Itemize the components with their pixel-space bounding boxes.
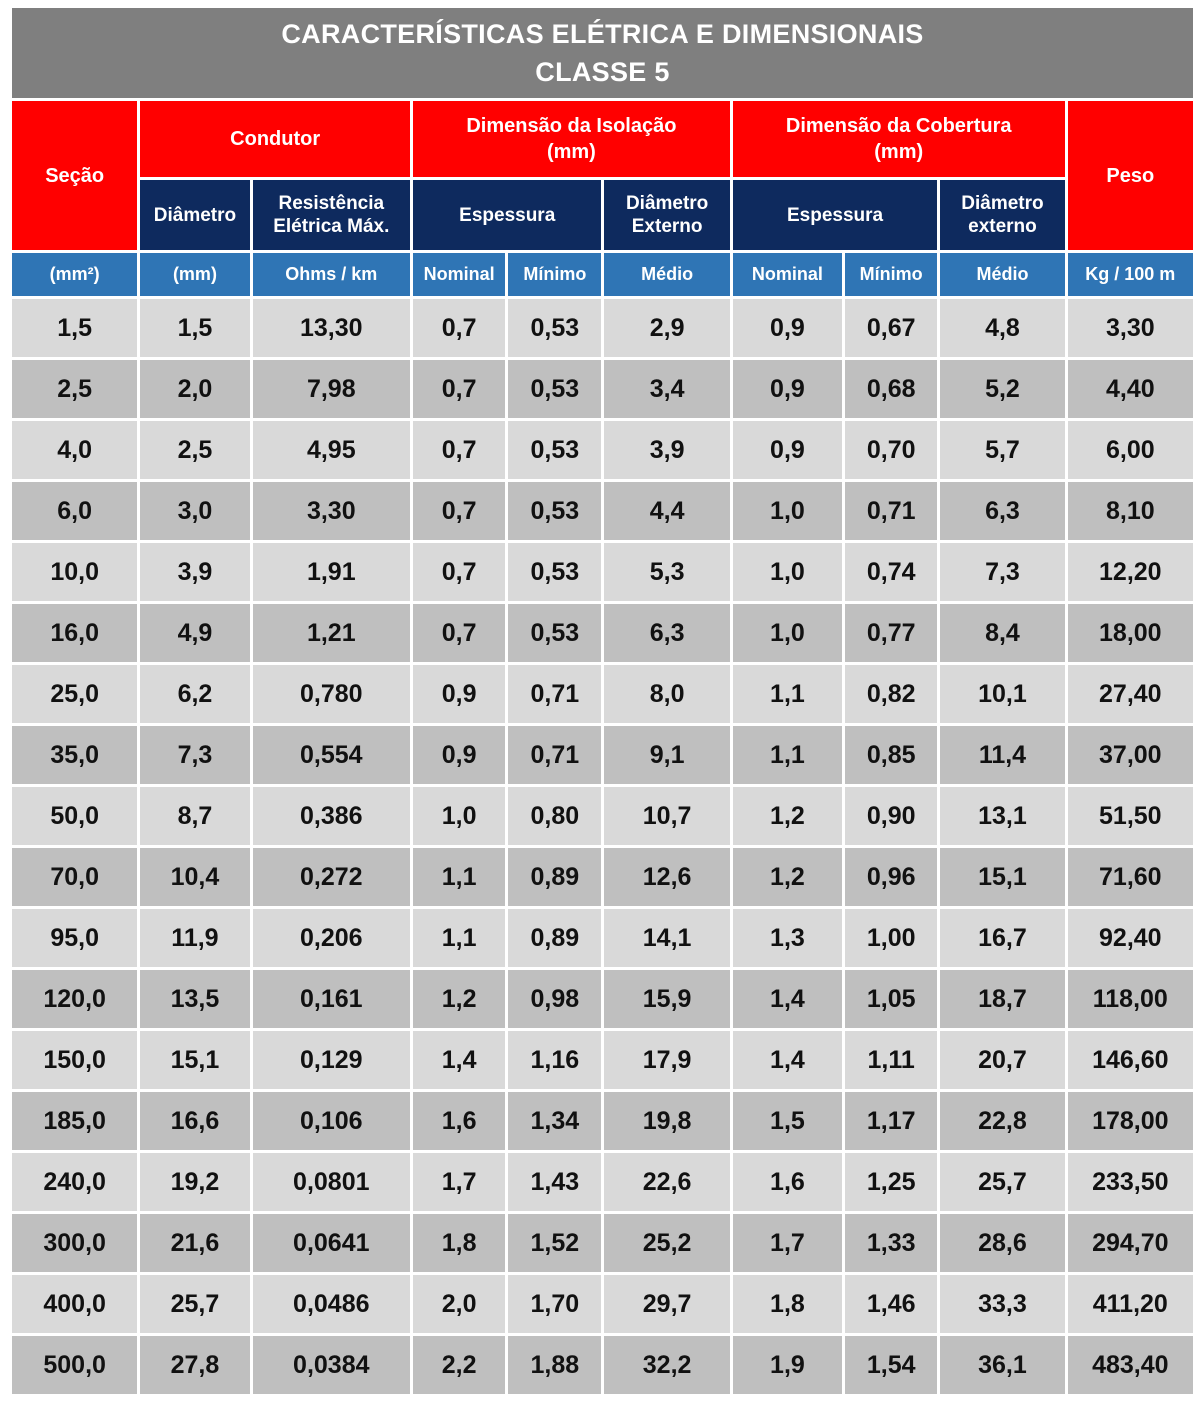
table-cell: 0,7 — [413, 421, 505, 479]
table-cell: 1,16 — [508, 1031, 601, 1089]
table-row — [12, 909, 1193, 967]
table-cell: 1,9 — [733, 1336, 842, 1394]
table-cell: 4,4 — [604, 482, 729, 540]
table-cell: 146,60 — [1068, 1031, 1193, 1089]
table-cell: 7,3 — [140, 726, 249, 784]
table-cell: 12,20 — [1068, 543, 1193, 601]
table-cell: 0,89 — [508, 848, 601, 906]
table-cell: 3,30 — [253, 482, 410, 540]
table-cell: 1,7 — [413, 1153, 505, 1211]
table-cell: 13,5 — [140, 970, 249, 1028]
table-cell: 0,9 — [733, 360, 842, 418]
table-cell: 0,53 — [508, 421, 601, 479]
table-cell: 1,70 — [508, 1275, 601, 1333]
table-cell: 21,6 — [140, 1214, 249, 1272]
table-title — [12, 8, 1193, 98]
table-cell: 0,7 — [413, 604, 505, 662]
unit-cell: Médio — [940, 253, 1064, 296]
table-cell: 1,88 — [508, 1336, 601, 1394]
table-cell: 1,05 — [845, 970, 937, 1028]
table-cell: 0,77 — [845, 604, 937, 662]
table-cell: 2,0 — [413, 1275, 505, 1333]
table-cell: 17,9 — [604, 1031, 729, 1089]
unit-cell: (mm²) — [12, 253, 137, 296]
table-row — [12, 1092, 1193, 1150]
table-cell: 15,9 — [604, 970, 729, 1028]
table-cell: 15,1 — [940, 848, 1064, 906]
table-cell: 20,7 — [940, 1031, 1064, 1089]
table-row — [12, 482, 1193, 540]
table-cell: 178,00 — [1068, 1092, 1193, 1150]
table-cell: 1,2 — [733, 787, 842, 845]
table-cell: 1,5 — [140, 299, 249, 357]
table-cell: 95,0 — [12, 909, 137, 967]
table-cell: 0,554 — [253, 726, 410, 784]
table-cell: 1,17 — [845, 1092, 937, 1150]
table-cell: 11,9 — [140, 909, 249, 967]
table-cell: 1,33 — [845, 1214, 937, 1272]
table-cell: 10,4 — [140, 848, 249, 906]
table-cell: 0,206 — [253, 909, 410, 967]
table-cell: 3,0 — [140, 482, 249, 540]
table-cell: 1,21 — [253, 604, 410, 662]
unit-cell: Ohms / km — [253, 253, 410, 296]
header-diametro-externo-cobertura: Diâmetro externo — [940, 180, 1064, 250]
table-cell: 22,6 — [604, 1153, 729, 1211]
table-row — [12, 665, 1193, 723]
table-cell: 0,89 — [508, 909, 601, 967]
header-cobertura: Dimensão da Cobertura (mm) — [733, 101, 1065, 177]
table-cell: 1,46 — [845, 1275, 937, 1333]
table-cell: 4,0 — [12, 421, 137, 479]
table-cell: 0,129 — [253, 1031, 410, 1089]
table-cell: 10,1 — [940, 665, 1064, 723]
table-cell: 11,4 — [940, 726, 1064, 784]
table-cell: 16,6 — [140, 1092, 249, 1150]
table-cell: 18,7 — [940, 970, 1064, 1028]
table-row — [12, 970, 1193, 1028]
table-cell: 4,9 — [140, 604, 249, 662]
table-cell: 0,0384 — [253, 1336, 410, 1394]
table-cell: 3,9 — [604, 421, 729, 479]
table-cell: 0,74 — [845, 543, 937, 601]
table-cell: 0,96 — [845, 848, 937, 906]
header-peso: Peso — [1068, 101, 1193, 250]
table-cell: 0,70 — [845, 421, 937, 479]
table-cell: 1,5 — [12, 299, 137, 357]
table-cell: 5,7 — [940, 421, 1064, 479]
table-cell: 1,6 — [733, 1153, 842, 1211]
table-cell: 1,6 — [413, 1092, 505, 1150]
table-cell: 0,272 — [253, 848, 410, 906]
unit-cell: Nominal — [733, 253, 842, 296]
table-row — [12, 1275, 1193, 1333]
table-cell: 0,53 — [508, 543, 601, 601]
table-cell: 0,53 — [508, 360, 601, 418]
table-cell: 3,9 — [140, 543, 249, 601]
table-cell: 0,67 — [845, 299, 937, 357]
table-row — [12, 787, 1193, 845]
table-row — [12, 1336, 1193, 1394]
table-cell: 1,54 — [845, 1336, 937, 1394]
header-diametro-externo-isolacao: Diâmetro Externo — [604, 180, 729, 250]
table-cell: 3,4 — [604, 360, 729, 418]
table-cell: 0,90 — [845, 787, 937, 845]
table-cell: 1,5 — [733, 1092, 842, 1150]
table-cell: 5,2 — [940, 360, 1064, 418]
table-cell: 4,8 — [940, 299, 1064, 357]
table-cell: 0,53 — [508, 604, 601, 662]
table-cell: 118,00 — [1068, 970, 1193, 1028]
table-cell: 1,0 — [733, 482, 842, 540]
table-cell: 29,7 — [604, 1275, 729, 1333]
table-cell: 1,4 — [733, 1031, 842, 1089]
header-diametro: Diâmetro — [140, 180, 249, 250]
table-cell: 0,161 — [253, 970, 410, 1028]
table-cell: 2,5 — [12, 360, 137, 418]
table-cell: 185,0 — [12, 1092, 137, 1150]
table-cell: 9,1 — [604, 726, 729, 784]
header-secao: Seção — [12, 101, 137, 250]
table-cell: 5,3 — [604, 543, 729, 601]
table-cell: 12,6 — [604, 848, 729, 906]
table-cell: 16,7 — [940, 909, 1064, 967]
table-cell: 300,0 — [12, 1214, 137, 1272]
table-row — [12, 604, 1193, 662]
table-cell: 50,0 — [12, 787, 137, 845]
table-cell: 10,0 — [12, 543, 137, 601]
table-cell: 0,7 — [413, 482, 505, 540]
table-row — [12, 848, 1193, 906]
table-cell: 1,11 — [845, 1031, 937, 1089]
table-cell: 0,53 — [508, 482, 601, 540]
table-cell: 28,6 — [940, 1214, 1064, 1272]
table-cell: 1,8 — [733, 1275, 842, 1333]
table-cell: 1,43 — [508, 1153, 601, 1211]
table-cell: 6,00 — [1068, 421, 1193, 479]
table-cell: 92,40 — [1068, 909, 1193, 967]
table-cell: 0,7 — [413, 299, 505, 357]
table-cell: 14,1 — [604, 909, 729, 967]
table-row — [12, 1153, 1193, 1211]
table-row — [12, 421, 1193, 479]
unit-cell: Nominal — [413, 253, 505, 296]
header-espessura-isolacao: Espessura — [413, 180, 601, 250]
title-line-2: CLASSE 5 — [535, 57, 670, 87]
table-cell: 36,1 — [940, 1336, 1064, 1394]
table-cell: 1,1 — [733, 726, 842, 784]
table-cell: 0,386 — [253, 787, 410, 845]
table-cell: 1,0 — [733, 604, 842, 662]
table-cell: 33,3 — [940, 1275, 1064, 1333]
table-cell: 0,0641 — [253, 1214, 410, 1272]
table-row — [12, 1031, 1193, 1089]
table-cell: 0,53 — [508, 299, 601, 357]
table-cell: 8,10 — [1068, 482, 1193, 540]
table-cell: 4,95 — [253, 421, 410, 479]
table-row — [12, 299, 1193, 357]
table-cell: 411,20 — [1068, 1275, 1193, 1333]
table-cell: 25,2 — [604, 1214, 729, 1272]
unit-cell: (mm) — [140, 253, 249, 296]
table-cell: 25,7 — [940, 1153, 1064, 1211]
table-cell: 0,71 — [508, 665, 601, 723]
table-cell: 0,68 — [845, 360, 937, 418]
table-cell: 6,2 — [140, 665, 249, 723]
spec-table — [9, 98, 1196, 1397]
table-cell: 2,9 — [604, 299, 729, 357]
table-cell: 120,0 — [12, 970, 137, 1028]
table-cell: 1,0 — [733, 543, 842, 601]
table-cell: 2,2 — [413, 1336, 505, 1394]
table-cell: 1,4 — [413, 1031, 505, 1089]
table-cell: 71,60 — [1068, 848, 1193, 906]
table-cell: 25,7 — [140, 1275, 249, 1333]
table-cell: 25,0 — [12, 665, 137, 723]
table-cell: 13,30 — [253, 299, 410, 357]
table-cell: 32,2 — [604, 1336, 729, 1394]
table-cell: 1,34 — [508, 1092, 601, 1150]
table-cell: 294,70 — [1068, 1214, 1193, 1272]
table-cell: 2,5 — [140, 421, 249, 479]
table-cell: 1,1 — [413, 909, 505, 967]
table-cell: 16,0 — [12, 604, 137, 662]
table-cell: 8,7 — [140, 787, 249, 845]
table-cell: 1,0 — [413, 787, 505, 845]
table-cell: 1,2 — [733, 848, 842, 906]
header-isolacao: Dimensão da Isolação (mm) — [413, 101, 730, 177]
table-cell: 1,25 — [845, 1153, 937, 1211]
table-cell: 0,9 — [733, 421, 842, 479]
table-cell: 0,9 — [413, 665, 505, 723]
table-cell: 0,80 — [508, 787, 601, 845]
table-cell: 6,3 — [604, 604, 729, 662]
table-cell: 27,8 — [140, 1336, 249, 1394]
table-cell: 35,0 — [12, 726, 137, 784]
table-cell: 0,71 — [845, 482, 937, 540]
table-cell: 2,0 — [140, 360, 249, 418]
table-cell: 0,7 — [413, 543, 505, 601]
table-cell: 0,85 — [845, 726, 937, 784]
header-resistencia: Resistência Elétrica Máx. — [253, 180, 410, 250]
table-cell: 483,40 — [1068, 1336, 1193, 1394]
table-cell: 37,00 — [1068, 726, 1193, 784]
table-cell: 0,82 — [845, 665, 937, 723]
table-cell: 1,4 — [733, 970, 842, 1028]
table-cell: 8,4 — [940, 604, 1064, 662]
unit-cell: Médio — [604, 253, 729, 296]
table-cell: 70,0 — [12, 848, 137, 906]
table-cell: 500,0 — [12, 1336, 137, 1394]
table-cell: 19,8 — [604, 1092, 729, 1150]
table-cell: 150,0 — [12, 1031, 137, 1089]
table-cell: 1,00 — [845, 909, 937, 967]
header-condutor: Condutor — [140, 101, 410, 177]
table-row — [12, 543, 1193, 601]
table-cell: 233,50 — [1068, 1153, 1193, 1211]
table-cell: 6,3 — [940, 482, 1064, 540]
table-cell: 0,780 — [253, 665, 410, 723]
table-cell: 0,9 — [413, 726, 505, 784]
table-cell: 7,98 — [253, 360, 410, 418]
unit-cell: Kg / 100 m — [1068, 253, 1193, 296]
table-cell: 1,1 — [733, 665, 842, 723]
units-row — [12, 253, 1193, 296]
table-cell: 0,98 — [508, 970, 601, 1028]
unit-cell: Mínimo — [508, 253, 601, 296]
table-cell: 7,3 — [940, 543, 1064, 601]
table-cell: 1,91 — [253, 543, 410, 601]
table-cell: 27,40 — [1068, 665, 1193, 723]
table-cell: 1,2 — [413, 970, 505, 1028]
header-espessura-cobertura: Espessura — [733, 180, 938, 250]
table-cell: 240,0 — [12, 1153, 137, 1211]
table-cell: 1,7 — [733, 1214, 842, 1272]
table-cell: 15,1 — [140, 1031, 249, 1089]
table-cell: 0,9 — [733, 299, 842, 357]
table-cell: 18,00 — [1068, 604, 1193, 662]
table-cell: 400,0 — [12, 1275, 137, 1333]
table-cell: 3,30 — [1068, 299, 1193, 357]
table-cell: 19,2 — [140, 1153, 249, 1211]
table-cell: 0,71 — [508, 726, 601, 784]
table-cell: 4,40 — [1068, 360, 1193, 418]
table-cell: 0,7 — [413, 360, 505, 418]
title-line-1: CARACTERÍSTICAS ELÉTRICA E DIMENSIONAIS — [281, 19, 924, 49]
table-cell: 0,0486 — [253, 1275, 410, 1333]
table-cell: 51,50 — [1068, 787, 1193, 845]
table-cell: 1,52 — [508, 1214, 601, 1272]
table-cell: 13,1 — [940, 787, 1064, 845]
spec-sheet — [12, 8, 1193, 1397]
table-row — [12, 1214, 1193, 1272]
table-cell: 1,3 — [733, 909, 842, 967]
table-body — [12, 299, 1193, 1394]
unit-cell: Mínimo — [845, 253, 937, 296]
table-row — [12, 360, 1193, 418]
table-cell: 0,106 — [253, 1092, 410, 1150]
table-row — [12, 726, 1193, 784]
table-cell: 22,8 — [940, 1092, 1064, 1150]
table-cell: 10,7 — [604, 787, 729, 845]
table-cell: 0,0801 — [253, 1153, 410, 1211]
table-cell: 1,1 — [413, 848, 505, 906]
table-cell: 6,0 — [12, 482, 137, 540]
table-cell: 1,8 — [413, 1214, 505, 1272]
table-cell: 8,0 — [604, 665, 729, 723]
